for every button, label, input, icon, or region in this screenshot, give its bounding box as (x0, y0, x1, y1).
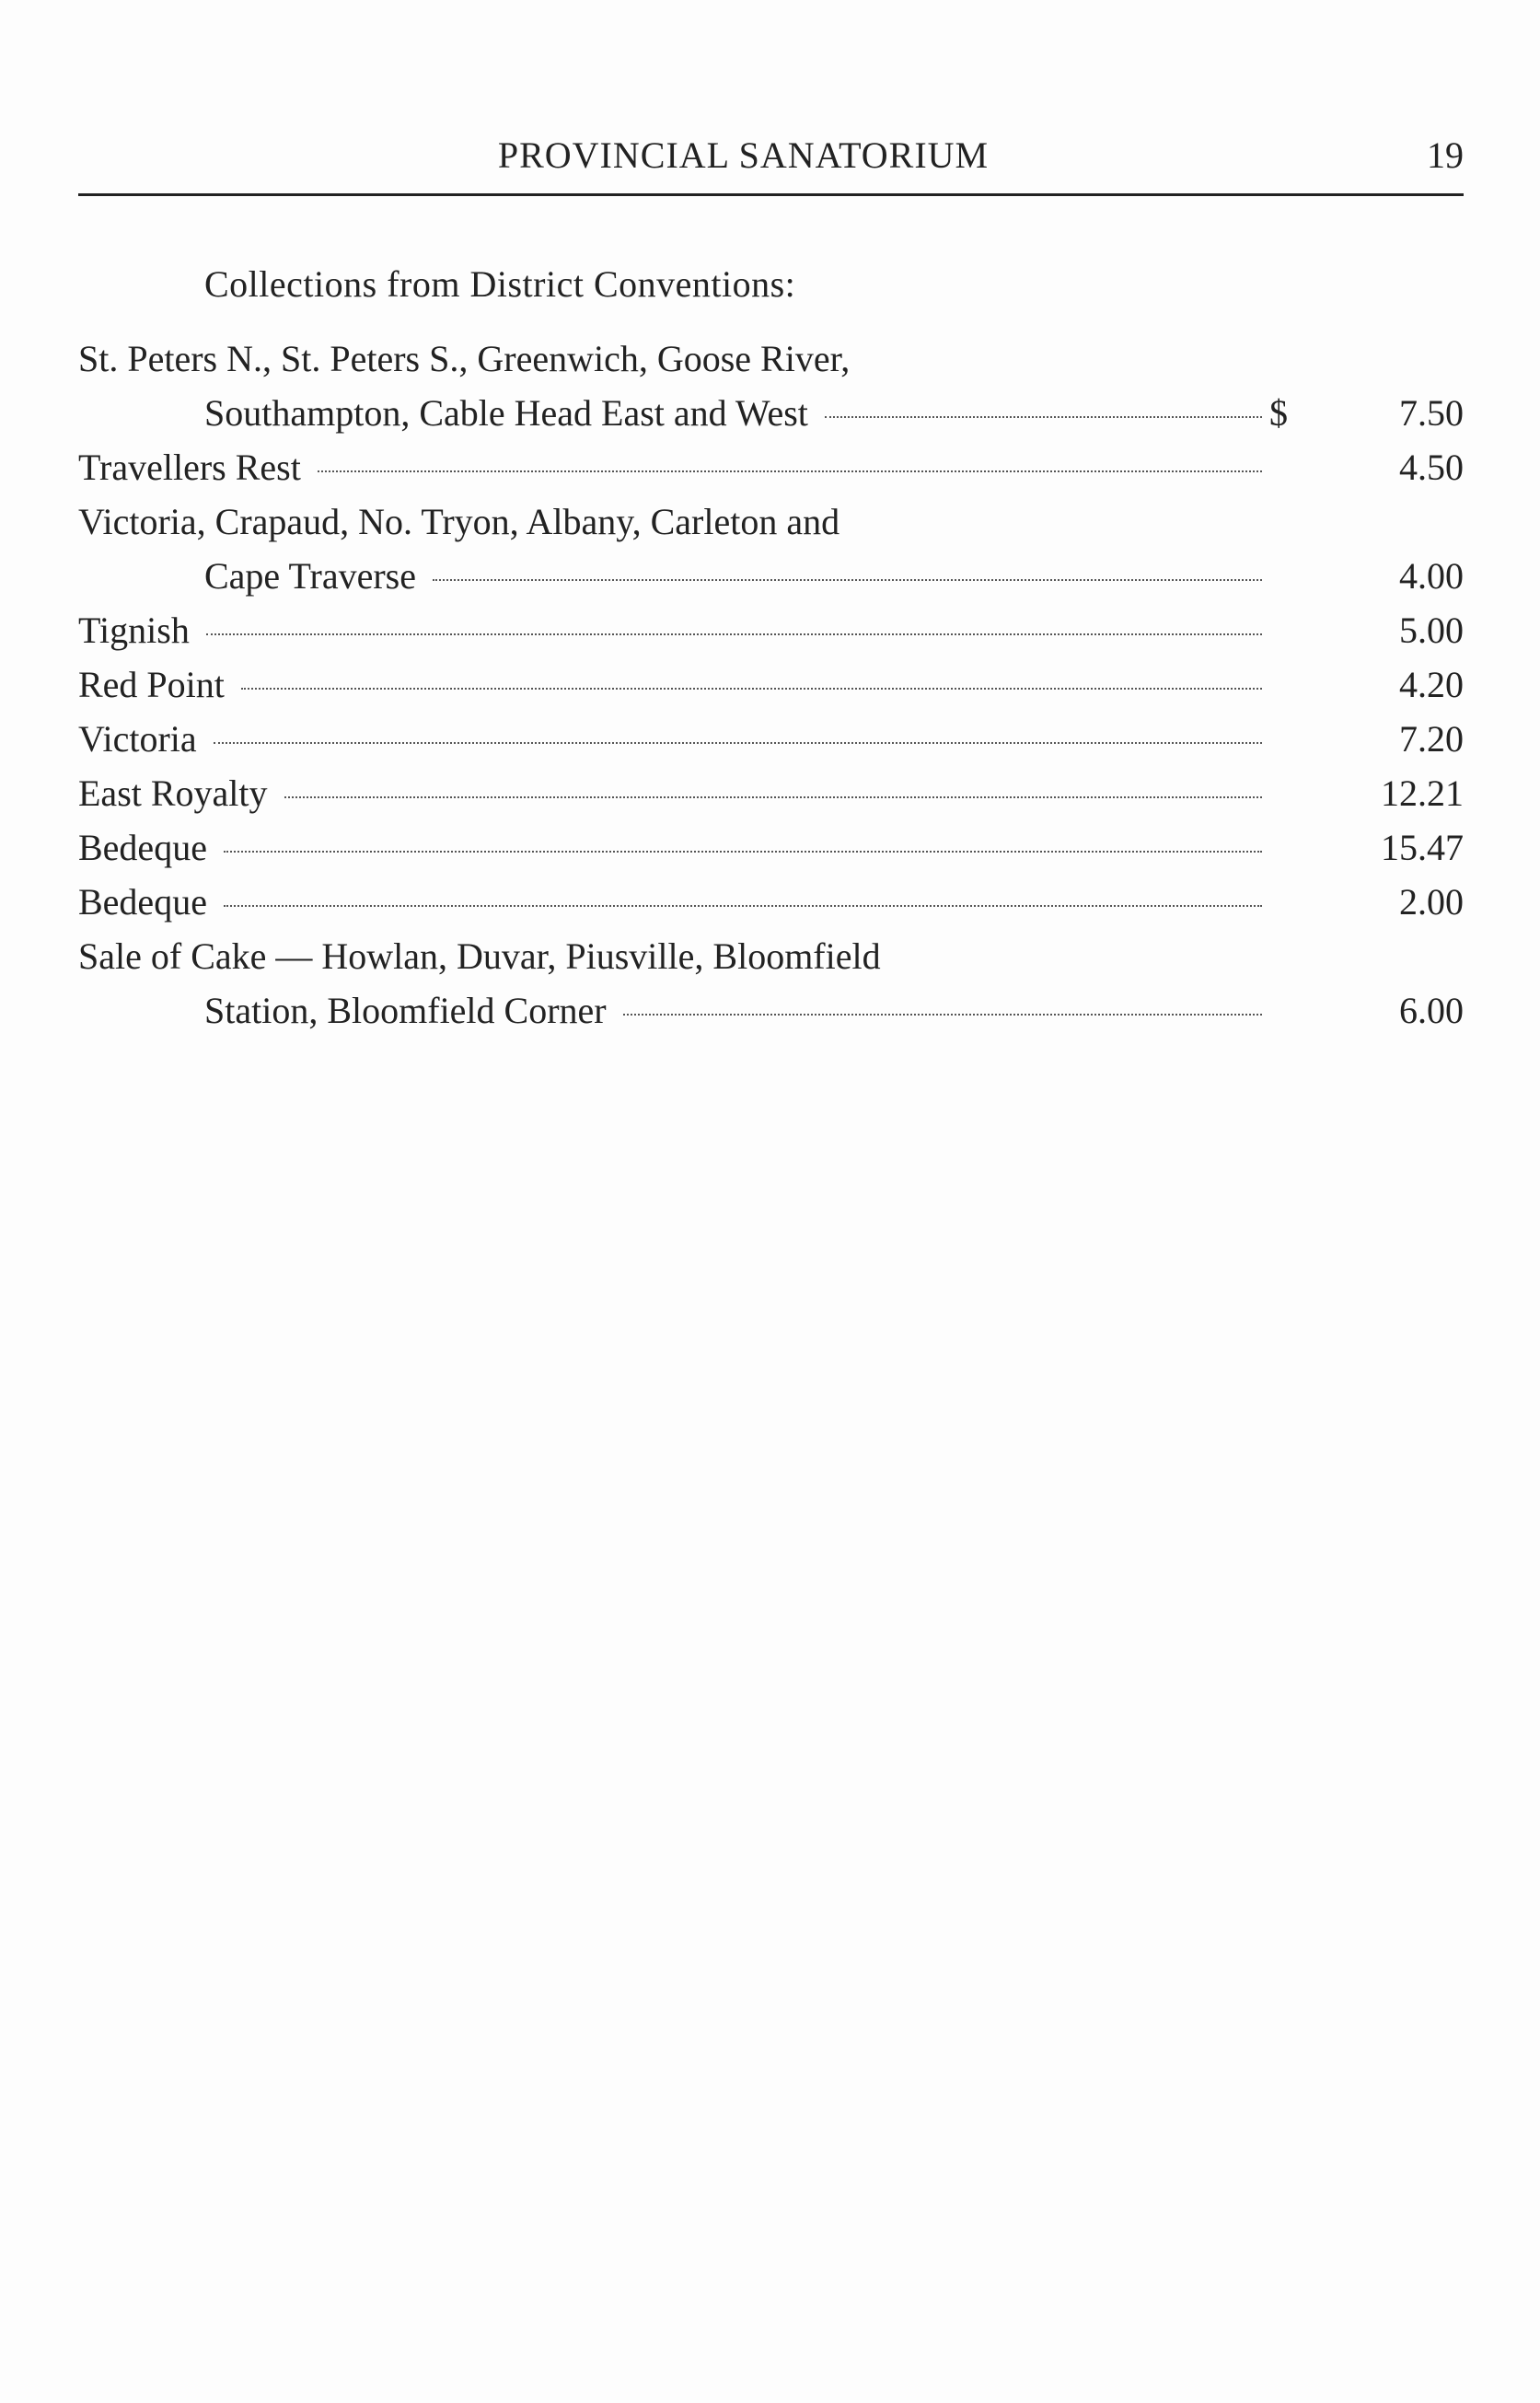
entry-final-line (78, 766, 1464, 820)
dot-leader (206, 633, 1262, 635)
entry-label: Victoria, Crapaud, No. Tryon, Albany, Carleton and (78, 501, 840, 542)
entry-final-line (78, 712, 1464, 766)
entry-final-line (78, 983, 1464, 1038)
entry-final-line (78, 875, 1464, 929)
dot-leader (318, 470, 1262, 472)
collection-entry (78, 712, 1464, 766)
entry-label: Bedeque (78, 881, 207, 923)
entry-continued-line (78, 929, 1464, 983)
entry-amount: 7.20 (1399, 718, 1464, 760)
entry-amount: 2.00 (1399, 881, 1464, 923)
entry-amount: 4.50 (1399, 447, 1464, 488)
collection-entry (78, 875, 1464, 929)
entry-label: Bedeque (78, 827, 207, 868)
entry-amount: 15.47 (1381, 827, 1464, 868)
collection-entry (78, 657, 1464, 712)
entry-amount: 5.00 (1399, 609, 1464, 651)
entry-label: Sale of Cake — Howlan, Duvar, Piusville, Bloomfield (78, 935, 881, 977)
collection-entry (78, 440, 1464, 494)
dot-leader (623, 1014, 1262, 1016)
entry-label: St. Peters N., St. Peters S., Greenwich, Goose River, (78, 338, 851, 379)
header-rule (78, 193, 1464, 196)
entry-amount: 12.21 (1381, 772, 1464, 814)
entry-amount: 4.00 (1399, 555, 1464, 597)
entry-label: Red Point (78, 664, 225, 705)
collection-entry (78, 929, 1464, 1038)
entry-final-line (78, 657, 1464, 712)
entry-amount: 6.00 (1399, 990, 1464, 1031)
dot-leader (241, 688, 1262, 690)
page-number: 19 (1427, 134, 1464, 176)
collection-entry (78, 820, 1464, 875)
entry-final-line (78, 440, 1464, 494)
dot-leader (433, 579, 1262, 581)
dot-leader (214, 742, 1262, 744)
running-head: PROVINCIAL SANATORIUM (497, 134, 990, 176)
entry-label: Victoria (78, 718, 197, 760)
dot-leader (224, 851, 1262, 853)
dot-leader (284, 796, 1262, 798)
entry-continued-line (78, 494, 1464, 549)
collection-entry (78, 331, 1464, 440)
collection-entry (78, 494, 1464, 603)
entry-final-line (78, 549, 1464, 603)
entry-label: Cape Traverse (204, 555, 416, 597)
collection-entry (78, 766, 1464, 820)
entry-label: Tignish (78, 609, 190, 651)
collections-list (78, 331, 1464, 1038)
dot-leader (825, 416, 1262, 418)
entry-label: East Royalty (78, 772, 268, 814)
entry-label: Travellers Rest (78, 447, 301, 488)
entry-final-line (78, 820, 1464, 875)
entry-final-line (78, 603, 1464, 657)
entry-final-line (78, 386, 1464, 440)
dot-leader (224, 905, 1262, 907)
currency-symbol: $ (1269, 392, 1288, 434)
entry-label: Southampton, Cable Head East and West (204, 392, 808, 434)
collection-entry (78, 603, 1464, 657)
entry-continued-line (78, 331, 1464, 386)
entry-amount: 7.50 (1399, 392, 1464, 434)
entry-label: Station, Bloomfield Corner (204, 990, 607, 1031)
page-header (78, 134, 1464, 189)
section-heading: Collections from District Conventions: (204, 263, 796, 305)
entry-amount: 4.20 (1399, 664, 1464, 705)
